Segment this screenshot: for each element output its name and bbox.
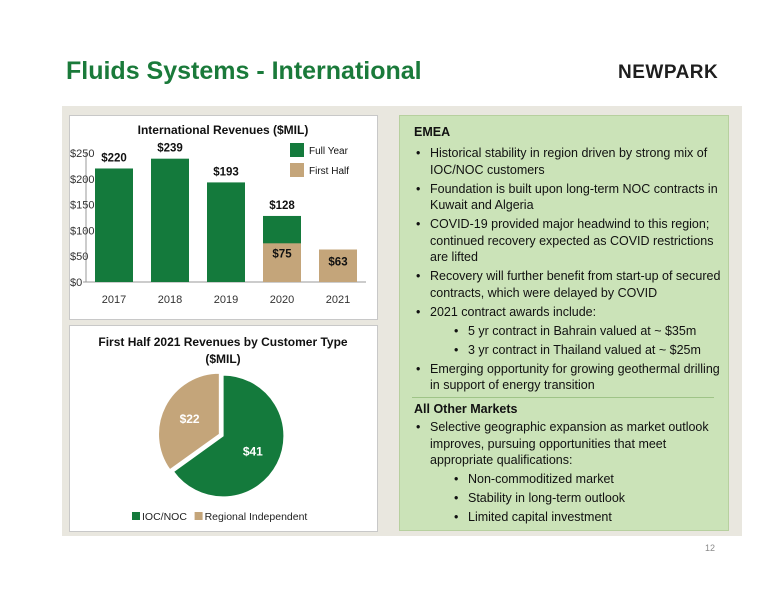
bullet-item: • 2021 contract awards include: — [414, 304, 724, 321]
sub-bullet-item: • 5 yr contract in Bahrain valued at ~ $35m — [414, 323, 724, 340]
bullet-item: • Recovery will further benefit from start-up of secured contracts, which were delayed by COVID — [414, 268, 724, 301]
pie-slice-label: $22 — [179, 411, 200, 426]
page-number: 12 — [705, 543, 716, 553]
revenue-bar-chart-panel — [69, 115, 378, 320]
slide-title: Fluids Systems - International — [66, 57, 422, 85]
other-markets-heading: All Other Markets — [414, 402, 518, 416]
y-tick-label: $250 — [70, 148, 95, 160]
x-tick-label: 2021 — [325, 294, 351, 306]
full-year-data-label: $128 — [269, 199, 295, 212]
legend-swatch — [195, 512, 203, 520]
legend-label: First Half — [309, 166, 349, 177]
legend-label: IOC/NOC — [142, 511, 187, 523]
bullet-item: • Foundation is built upon long-term NOC contracts in Kuwait and Algeria — [414, 181, 724, 214]
y-tick-label: $0 — [70, 277, 83, 289]
customer-pie-chart-panel — [69, 325, 378, 532]
legend-label: Regional Independent — [204, 511, 308, 523]
legend-swatch — [132, 512, 140, 520]
legend-label: Full Year — [309, 146, 348, 157]
bullet-item: • Selective geographic expansion as market outlook improves, pursuing opportunities that meet appropriate qualifications: — [414, 419, 724, 469]
y-tick-label: $150 — [70, 199, 95, 212]
x-tick-label: 2019 — [213, 294, 239, 306]
pie-chart-title: First Half 2021 Revenues by Customer Type ($MIL) — [98, 335, 348, 366]
x-tick-label: 2017 — [101, 294, 127, 306]
full-year-bar — [151, 159, 189, 282]
full-year-data-label: $220 — [101, 152, 127, 165]
legend-swatch — [290, 163, 304, 177]
bullet-item: • COVID-19 provided major headwind to this region; continued recovery expected as COVID restrictions are lifted — [414, 216, 724, 266]
y-tick-label: $100 — [70, 225, 95, 238]
full-year-data-label: $239 — [157, 142, 183, 155]
sub-bullet-item: • 3 yr contract in Thailand valued at ~ $25m — [414, 342, 724, 359]
other-markets-bullet-list — [414, 419, 724, 528]
first-half-data-label: $75 — [272, 248, 292, 261]
emea-bullet-list — [414, 145, 724, 396]
commentary-panel — [399, 115, 729, 531]
first-half-data-label: $63 — [328, 256, 348, 269]
full-year-data-label: $193 — [213, 166, 239, 179]
pie-slice-label: $41 — [242, 444, 263, 459]
sub-bullet-item: • Stability in long-term outlook — [414, 490, 724, 507]
x-tick-label: 2020 — [269, 294, 295, 306]
legend-swatch — [290, 143, 304, 157]
emea-heading: EMEA — [414, 125, 451, 139]
section-divider — [412, 397, 714, 398]
sub-bullet-item: • Limited capital investment — [414, 509, 724, 526]
y-tick-label: $50 — [70, 251, 89, 264]
bar-chart-title: International Revenues ($MIL) — [137, 123, 309, 137]
full-year-bar — [95, 168, 133, 282]
revenue-bar-chart — [70, 116, 377, 319]
sub-bullet-item: • Non-commoditized market — [414, 471, 724, 488]
full-year-bar — [207, 182, 245, 282]
company-logo: NEWPARK — [618, 62, 719, 83]
bullet-item: • Emerging opportunity for growing geothermal drilling in support of energy transition — [414, 361, 724, 394]
customer-pie-chart — [70, 326, 377, 531]
y-tick-label: $200 — [70, 173, 95, 186]
bullet-item: • Historical stability in region driven by strong mix of IOC/NOC customers — [414, 145, 724, 178]
x-tick-label: 2018 — [157, 294, 183, 306]
